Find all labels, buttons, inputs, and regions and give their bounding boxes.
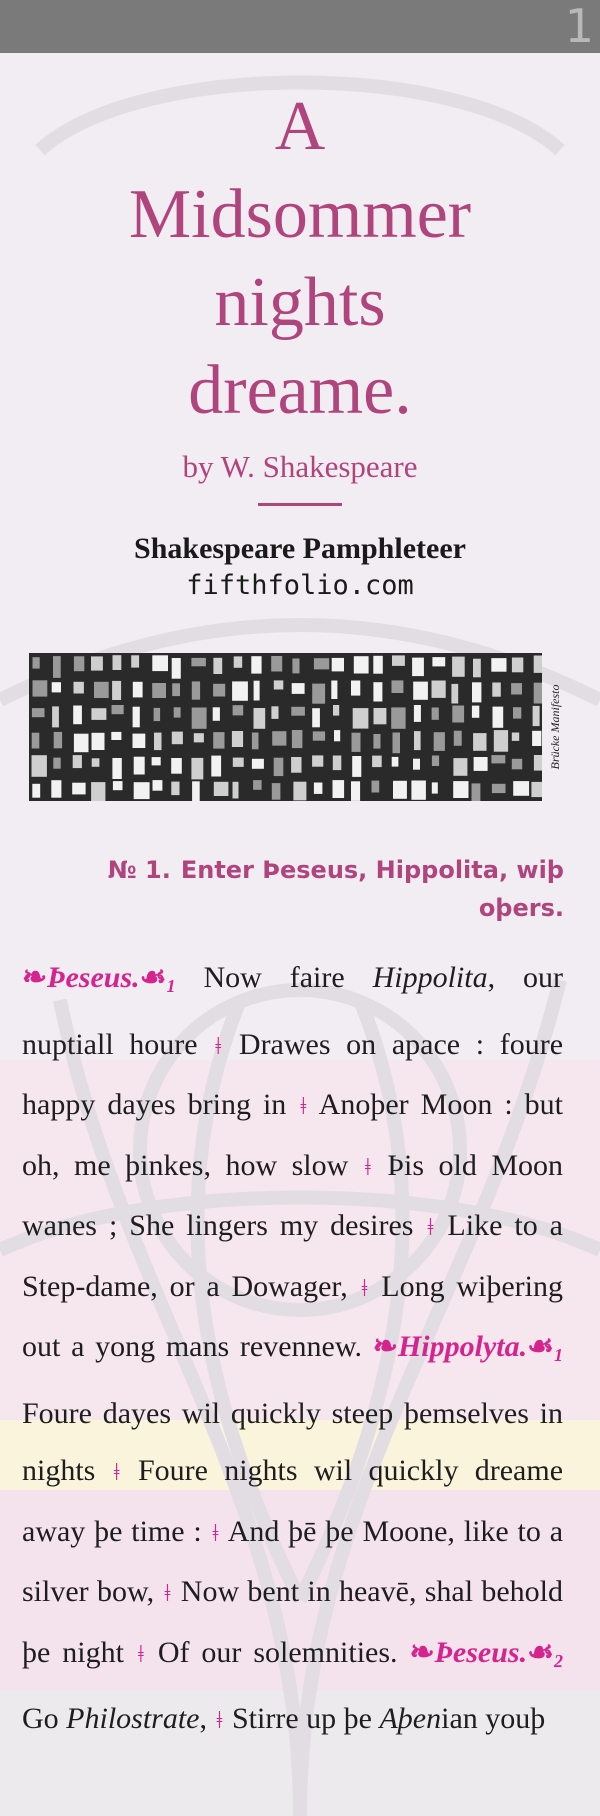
fleuron-icon: ☙ (139, 961, 167, 994)
scene-heading (70, 851, 564, 927)
line-break-mark: ǂ (300, 1094, 307, 1120)
scene-title: Enter Þeseus, Hippolita, wiþ oþers. (180, 856, 564, 922)
line-break-mark: ǂ (364, 1154, 371, 1181)
title-line: A (274, 88, 326, 165)
fleuron-icon: ❧ (372, 1330, 398, 1363)
banner-credit-text: Brücke Manifesto (548, 684, 562, 770)
speech-number: 2 (554, 1650, 564, 1671)
publisher-name: Shakespeare Pamphleteer (134, 532, 466, 565)
page-title (0, 83, 600, 435)
fleuron-icon: ❧ (22, 961, 48, 994)
verse-text: Drawes on apace : foure happy dayes bring in (22, 1027, 564, 1121)
verse-text: Now bent in heavē, shal behold þe night (22, 1575, 564, 1669)
speaker-name: $❧Þeseus.☙_1$ (22, 961, 176, 996)
verse-text: Þis old Moon wanes ; She lingers my desires (22, 1148, 563, 1242)
byline: by W. Shakespeare (182, 449, 418, 484)
site-link[interactable]: fifthfolio.com (186, 570, 414, 601)
top-bar (0, 0, 600, 53)
play-text (22, 949, 563, 1751)
scene-number: № 1. (107, 856, 171, 884)
title-divider (258, 503, 342, 506)
title-line: nights (214, 264, 386, 341)
speaker-name: $❧Þeseus.☙_2$ (409, 1635, 564, 1671)
banner-credit (548, 653, 564, 801)
fleuron-icon: ☙ (527, 1635, 555, 1669)
line-break-mark: ǂ (427, 1215, 434, 1241)
fleuron-icon: ❧ (409, 1635, 435, 1669)
line-break-mark: ǂ (215, 1033, 222, 1060)
line-break-mark: ǂ (137, 1641, 144, 1668)
page-number: 1 (564, 0, 594, 53)
verse-text: And þē þe Moone, like to a silver bow, (22, 1514, 564, 1608)
verse-text: ian youþ (441, 1702, 546, 1735)
line-break-mark: ǂ (212, 1520, 219, 1547)
line-break-mark: ǂ (164, 1581, 171, 1607)
line-break-mark: ǂ (361, 1275, 368, 1302)
speech-number: 1 (554, 1345, 563, 1365)
woodcut-banner-image (29, 653, 562, 801)
title-line: dreame. (188, 352, 412, 429)
verse-text: Stirre up þe (232, 1702, 372, 1735)
verse-text: Long wiþering out a yong mans revennew. (22, 1269, 563, 1363)
line-break-mark: ǂ (113, 1460, 120, 1486)
fleuron-icon: ☙ (527, 1330, 554, 1363)
verse-name: Philostrate (66, 1702, 200, 1735)
verse-text: Anoþer Moon : but oh, me þinkes, how slow (22, 1088, 564, 1182)
verse-text: Foure nights wil quickly dreame away þe time : (22, 1454, 564, 1548)
woodcut-lettering-image (29, 653, 542, 801)
verse-text: Like to a Step-dame, or a Dowager, (22, 1209, 563, 1303)
speech-number: 1 (166, 976, 176, 996)
verse-name: Hippolita (372, 961, 488, 994)
verse-text: , our nuptiall houre (22, 961, 564, 1061)
title-line: Midsommer (128, 176, 472, 253)
verse-text: Now faire (203, 961, 345, 994)
verse-text: Of our solemnities. (157, 1635, 398, 1669)
speaker-name: $❧Hippolyta.☙_1$ (372, 1330, 563, 1365)
verse-text: Foure dayes wil quickly steep þemselves in nights (22, 1396, 563, 1487)
verse-text: Go (22, 1702, 59, 1735)
line-break-mark: ǂ (216, 1708, 223, 1734)
page-content (0, 53, 600, 1751)
verse-name: Aþen (379, 1702, 442, 1735)
verse-text: , (199, 1702, 208, 1735)
